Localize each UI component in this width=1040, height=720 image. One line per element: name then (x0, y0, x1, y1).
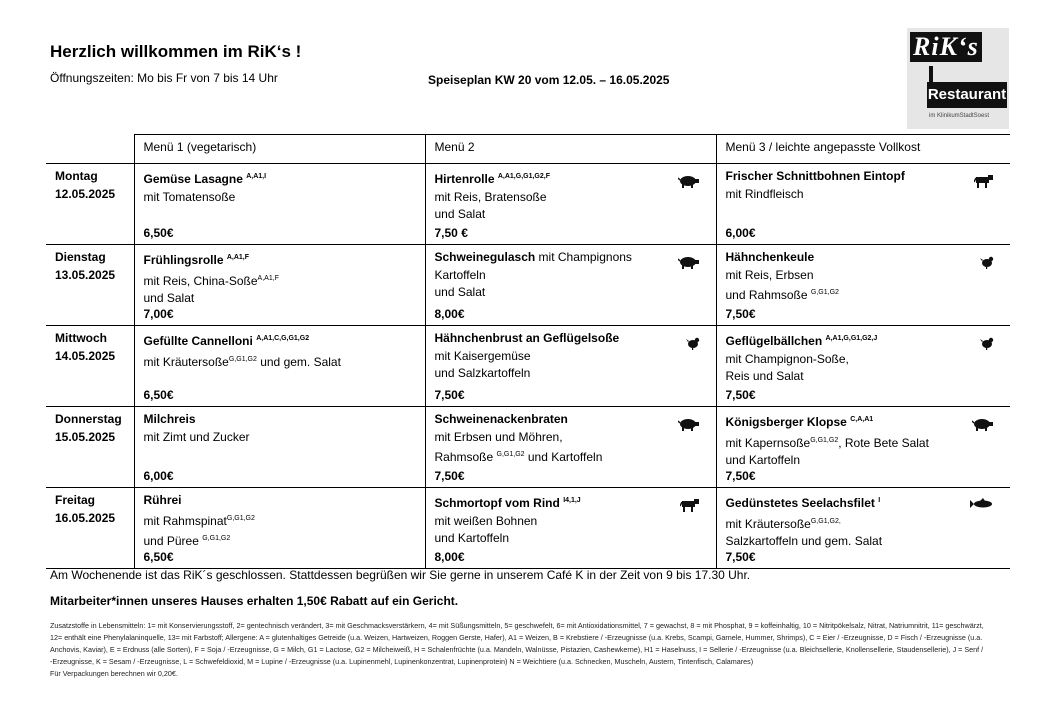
day-cell (46, 326, 134, 407)
price: 6,50€ (143, 549, 174, 564)
dish-line-2 (726, 513, 1005, 534)
day-cell (46, 245, 134, 326)
allergen-legend (50, 620, 985, 680)
dish-line (144, 330, 419, 351)
dish-line-3 (726, 284, 1005, 305)
day-name: Dienstag (55, 250, 106, 264)
day-name: Montag (55, 169, 98, 183)
day-name: Mittwoch (55, 331, 107, 345)
dish-line-2 (726, 186, 1005, 204)
dish-line-2 (144, 429, 419, 447)
dish-line (435, 330, 710, 348)
menu-cell (435, 168, 710, 244)
table-row (46, 326, 1010, 407)
dish-line-3 (144, 290, 419, 308)
day-date: 12.05.2025 (55, 186, 116, 201)
restaurant-logo (907, 28, 1009, 129)
legend-text: Zusatzstoffe in Lebensmitteln: 1= mit Konservierungsstoff, 2= gentechnisch verändert, 3= mit Geschmacksverstärkern, 4= mit Süßungsmitteln, 5= geschwefelt, 6= mit Antioxidationsmittel, 7 = gewachst, 8 = mit Phosphat, 9 = koffeinhaltig, 10 = Nitritpökelsalz, Nitrat, Natriumnitrit, 11= geschwärzt, 12= enthält eine Phenylalaninquelle, 13= mit Farbstoff; Allergene: A = glutenhaltiges Getreide (u.a. Weizen, Hartweizen, Roggen Gerste, Hafer), A1 = Weizen, B = Krebstiere / -Erzeugnisse (u.a. Krebs, Scampi, Garnele, Hummer, Shrimps), C = Eier / -Erzeugnisse, D = Fisch / -Erzeugnisse (u.a. Anchovis, Kaviar), E = Erdnuss (alle Sorten), F = Soja / -Erzeugnisse, G = Milch, G1 = Lactose, G2 = Milcheiweiß, H = Schalenfrüchte (u.a. Mandeln, Walnüsse, Pistazien, Cashewkerne), H1 = Haselnuss, I = Sellerie / -Erzeugnisse (u.a. Bleichsellerie, Knollensellerie, Staudensellerie), J = Senf / -Erzeugnisse, K = Sesam / -Erzeugnisse, L = Schwefeldioxid, M = Lupine / -Erzeugnisse (u.a. Lupinenmehl, Lupinenkonzentrat, Lupinenprotein) N = Weichtiere (u.a. Schnecken, Muscheln, Austern, Tintenfisch, Calamares) (50, 621, 984, 666)
menu-plan-title: Speiseplan KW 20 vom 12.05. – 16.05.2025 (428, 73, 670, 87)
dish-name: Schweinenackenbraten (434, 412, 568, 426)
price: 7,50€ (434, 387, 465, 402)
column-header-menu1: Menü 1 (vegetarisch) (134, 135, 425, 164)
dish-detail: mit Zimt und Zucker (143, 429, 250, 444)
dish-name: Frischer Schnittbohnen Eintopf (725, 169, 905, 183)
dish-line-2 (435, 267, 710, 285)
day-date: 15.05.2025 (55, 429, 116, 444)
dish-line (435, 411, 710, 429)
dish-detail: mit Kräutersoße (143, 354, 229, 369)
dish-line-3 (144, 530, 419, 551)
dish-name: Hirtenrolle (434, 172, 495, 186)
dish-line-2 (726, 432, 1005, 453)
dish-line-2 (726, 351, 1005, 369)
dish-line-2 (435, 189, 710, 207)
menu-cell (144, 411, 419, 487)
dish-line (726, 330, 1005, 351)
day-name: Freitag (55, 493, 96, 507)
menu2-cell (425, 164, 716, 245)
dish-line-2 (726, 267, 1005, 285)
dish-line-3 (435, 365, 710, 383)
menu3-cell (716, 326, 1010, 407)
dish-detail: mit Champignon-Soße, (725, 351, 849, 366)
menu-cell (726, 411, 1005, 487)
chicken-icon (686, 336, 700, 356)
dish-detail-rest: , Rote Bete Salat (838, 435, 929, 450)
allergen-codes: G,G1,G2, (810, 517, 841, 525)
page-title: Herzlich willkommen im RiK‘s ! (50, 42, 302, 61)
price: 8,00€ (434, 549, 465, 564)
price: 6,00€ (725, 225, 756, 240)
menu2-cell (425, 407, 716, 488)
menu3-cell (716, 488, 1010, 569)
pig-icon (678, 417, 700, 437)
dish-line-2 (435, 348, 710, 366)
dish-name: Rührei (143, 493, 182, 507)
dish-line (144, 168, 419, 189)
dish-name: Hähnchenbrust an Geflügelsoße (434, 331, 620, 345)
dish-detail: Rahmsoße (434, 450, 494, 464)
menu-cell (144, 330, 419, 406)
menu-table (46, 134, 1010, 569)
allergen-codes: G,G1,G2 (810, 289, 839, 296)
allergen-codes: I4,1,J (563, 497, 581, 504)
dish-name: Frühlingsrolle (143, 253, 224, 267)
dish-line (144, 492, 419, 510)
dish-detail: mit Rindfleisch (725, 186, 804, 201)
allergen-codes: A,A1,I (246, 173, 267, 180)
cow-icon (974, 174, 994, 194)
menu1-cell (134, 164, 425, 245)
dish-detail: und Salzkartoffeln (434, 366, 531, 380)
allergen-codes: I (878, 497, 881, 504)
dish-detail: und Kartoffeln (725, 453, 801, 467)
allergen-codes: G,G1,G2 (228, 355, 257, 363)
menu3-cell (716, 407, 1010, 488)
day-cell (46, 407, 134, 488)
opening-hours: Öffnungszeiten: Mo bis Fr von 7 bis 14 Uhr (50, 71, 278, 85)
dish-line (726, 411, 1005, 432)
table-row (46, 164, 1010, 245)
logo-subtitle: im KlinikumStadtSoest (929, 113, 990, 119)
menu-cell (144, 168, 419, 244)
allergen-codes: A,A1,F (226, 254, 250, 261)
allergen-codes: A,A1,G,G1,G2,F (497, 173, 550, 180)
dish-name: Gemüse Lasagne (143, 172, 243, 186)
dish-detail-rest: und gem. Salat (256, 354, 341, 369)
dish-name: Schweinegulasch (434, 250, 536, 264)
cow-icon (680, 498, 700, 518)
dish-line-2 (144, 351, 419, 372)
dish-line (726, 492, 1005, 513)
dish-line (144, 411, 419, 429)
menu3-cell (716, 245, 1010, 326)
dish-detail: und Salat (434, 285, 486, 299)
menu2-cell (425, 488, 716, 569)
dish-detail: Salzkartoffeln und gem. Salat (725, 534, 883, 548)
dish-detail-rest: und Kartoffeln (524, 450, 603, 464)
pig-icon (972, 417, 994, 437)
price: 7,50€ (725, 549, 756, 564)
header-empty (46, 135, 134, 164)
dish-detail: mit Kräutersoße (725, 516, 811, 531)
price: 6,50€ (143, 387, 174, 402)
dish-detail: mit Reis, Erbsen (725, 267, 814, 282)
dish-line (726, 168, 1005, 186)
dish-line (435, 492, 710, 513)
menu1-cell (134, 326, 425, 407)
price: 7,50€ (725, 387, 756, 402)
price: 6,50€ (143, 225, 174, 240)
price: 8,00€ (434, 306, 465, 321)
column-header-menu3: Menü 3 / leichte angepasste Vollkost (716, 135, 1010, 164)
menu-cell (435, 330, 710, 406)
dish-name: Schmortopf vom Rind (434, 496, 560, 510)
menu-cell (144, 249, 419, 325)
dish-detail: Reis und Salat (725, 369, 804, 383)
dish-line-3 (435, 446, 710, 467)
dish-detail: und Salat (143, 291, 195, 305)
dish-detail: Kartoffeln (434, 267, 486, 282)
price: 7,50€ (725, 468, 756, 483)
day-name: Donnerstag (55, 412, 122, 426)
pig-icon (678, 174, 700, 194)
dish-name: Königsberger Klopse (725, 415, 847, 429)
menu2-cell (425, 326, 716, 407)
allergen-codes: G,G1,G2 (202, 535, 231, 542)
dish-detail: mit Reis, Bratensoße (434, 189, 547, 204)
table-row (46, 488, 1010, 569)
menu-cell (144, 492, 419, 568)
weekend-notice: Am Wochenende ist das RiK´s geschlossen. Stattdessen begrüßen wir Sie gerne in unserem Café K in der Zeit von 9 bis 17.30 Uhr. (50, 568, 751, 582)
dish-name: Geflügelbällchen (725, 334, 823, 348)
dish-line-2 (144, 270, 419, 291)
dish-detail: mit Reis, China-Soße (143, 273, 258, 288)
menu-cell (726, 330, 1005, 406)
allergen-codes: A,A1,C,G,G1,G2 (256, 335, 310, 342)
dish-detail: und Rahmsoße (725, 288, 808, 302)
dish-line-2 (144, 510, 419, 531)
chicken-icon (980, 255, 994, 275)
menu-cell (435, 411, 710, 487)
dish-name: Hähnchenkeule (725, 250, 815, 264)
allergen-codes: A,A1,F (257, 274, 279, 282)
dish-line-3 (726, 533, 1005, 551)
dish-name: Gedünstetes Seelachsfilet (725, 496, 875, 510)
dish-name: Gefüllte Cannelloni (143, 334, 253, 348)
dish-line-3 (435, 530, 710, 548)
dish-detail: mit Kapernsoße (725, 435, 811, 450)
table-row (46, 245, 1010, 326)
menu1-cell (134, 407, 425, 488)
dish-line (144, 249, 419, 270)
dish-line (726, 249, 1005, 267)
fish-icon (970, 498, 994, 516)
allergen-codes: A,A1,G,G1,G2,J (825, 335, 878, 342)
logo-restaurant: Restaurant (927, 82, 1007, 108)
logo-wordmark: RiK‘s (910, 32, 982, 62)
menu-cell (435, 249, 710, 325)
dish-line-2 (435, 429, 710, 447)
price: 7,50 € (434, 225, 468, 240)
dish-detail: mit Rahmspinat (143, 513, 227, 528)
dish-name-rest: mit Champignons (535, 250, 632, 264)
menu-cell (435, 492, 710, 568)
day-cell (46, 164, 134, 245)
menu-cell (726, 249, 1005, 325)
column-header-menu2: Menü 2 (425, 135, 716, 164)
menu2-cell (425, 245, 716, 326)
allergen-codes: G,G1,G2 (226, 514, 255, 522)
price: 7,00€ (143, 306, 174, 321)
dish-line (435, 249, 710, 267)
dish-detail: mit weißen Bohnen (434, 513, 538, 528)
dish-name: Milchreis (143, 412, 196, 426)
allergen-codes: C,A,A1 (850, 416, 874, 423)
dish-line-3 (435, 284, 710, 302)
dish-line-2 (435, 513, 710, 531)
staff-discount: Mitarbeiter*innen unseres Hauses erhalten 1,50€ Rabatt auf ein Gericht. (50, 594, 459, 608)
menu3-cell (716, 164, 1010, 245)
menu1-cell (134, 488, 425, 569)
table-row (46, 407, 1010, 488)
dish-line-3 (435, 206, 710, 224)
dish-detail: mit Erbsen und Möhren, (434, 429, 563, 444)
day-date: 14.05.2025 (55, 348, 116, 363)
price: 6,00€ (143, 468, 174, 483)
dish-detail: und Püree (143, 534, 199, 548)
menu1-cell (134, 245, 425, 326)
day-cell (46, 488, 134, 569)
menu-cell (726, 492, 1005, 568)
chicken-icon (980, 336, 994, 356)
menu-cell (726, 168, 1005, 244)
price: 7,50€ (725, 306, 756, 321)
price: 7,50€ (434, 468, 465, 483)
dish-line-3 (726, 368, 1005, 386)
dish-detail: und Salat (434, 207, 486, 221)
day-date: 13.05.2025 (55, 267, 116, 282)
dish-line-2 (144, 189, 419, 207)
dish-detail: mit Kaisergemüse (434, 348, 531, 363)
allergen-codes: G,G1,G2 (496, 451, 525, 458)
dish-detail: mit Tomatensoße (143, 189, 236, 204)
pig-icon (678, 255, 700, 275)
dish-line (435, 168, 710, 189)
day-date: 16.05.2025 (55, 510, 116, 525)
allergen-codes: G,G1,G2 (810, 436, 839, 444)
dish-line-3 (726, 452, 1005, 470)
packaging-note: Für Verpackungen berechnen wir 0,20€. (50, 669, 178, 678)
dish-detail: und Kartoffeln (434, 531, 510, 545)
